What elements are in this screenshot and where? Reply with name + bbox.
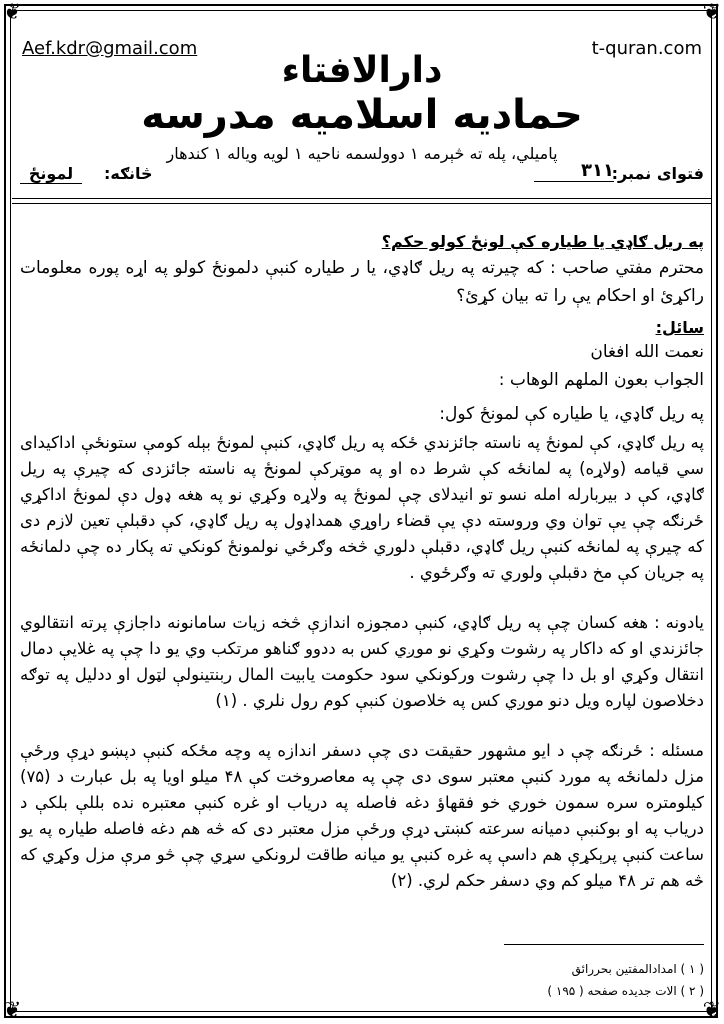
footnote: ( ۱ ) امدادالمفتین بحررائق xyxy=(571,962,704,976)
note-paragraph: یادونه : هغه کسان چې په ریل ګاډي، کنبې دمجوزه اندازې څخه زیات سامانونه داجازې پرته انتقالوي جائزندي او که داکار په رشوت وکړي نو موږي کس به ددوو ګناهو مرتکب وي یو دا چې په غلایې دمال انتقال وکړي او بل دا چې رشوت ورکونکي سود حکومت یابیت المال ربنتینولې لټول او ددلیل په توګه دخلاصون لپاره ویل دنو موږي کس په خلاصون کنبې کوم رول نلري . (۱) xyxy=(20,613,704,710)
ornament-icon: ❦ xyxy=(702,0,721,25)
question-body: محترم مفتي صاحب : که چیرته په ریل ګاډي، یا ر طیاره کنبې دلمونځ کولو په اړه پوره معلومات راکړئ او احکام یې را ته بیان کړئ؟ xyxy=(20,258,704,306)
issue-paragraph: مسئله : ځرنګه چې د ایو مشهور حقیقت دی چې دسفر اندازه په وچه مځکه کنبې دپښو دړې ورځې مزل دلمانځه په مورد کنبې معتبر سوی دی چې په معاصروخت کې ۴۸ میلو اویا په بل عبارت د (۷۵) کیلومتره سره سمون خوري خو فقهاؤ دغه فاصله په دریاب او غره کنبې معتبره نده بللې بلکې د دریاب په او بوکنبې دمیانه سرعته کښتۍ دړې ورځې مزل معتبر دی که څه هم دغه فاصله طیاره په یو ساعت کنبې پرېکړې هم داسې په غره کنبې یو میانه طاقت لرونکي سړي چې څو مرې مزل وکړي که څه هم تر ۴۸ میلو کم وي دسفر حکم لري. (۲) xyxy=(20,741,704,890)
asker-label: سائل: xyxy=(655,318,704,337)
ornament-icon: ❦ xyxy=(3,998,22,1023)
email-link[interactable]: Aef.kdr@gmail.com xyxy=(22,38,198,59)
institution-title: حمادیه اسلامیه مدرسه xyxy=(141,92,583,138)
website-link[interactable]: t-quran.com xyxy=(591,38,702,59)
footnote-divider xyxy=(504,944,704,945)
answer-paragraph: په ریل ګاډي، کې لمونځ په ناسته جائزندي ځکه په ریل ګاډي، کنبې لمونځ بېله کومې ستونځې اداکیدای سي قیامه (ولاړه) په لمانځه کې شرط ده او په موټرکې لمونځ په ناسته جائزدی که چیرې په ریل ګاډي، کې د بیربارله امله نسو تو انیدلای چې لمونځ په ولاړه وکړي نو په هغه ډول دې لمونځ اداکړي ځرنګه چې یې توان وي وروسته دې یې قضاء راوړي همداډول په ریل ګاډي، کې دقبلې تعین لازم دی که چیرې په لمانځه کنبې ریل ګاډي، دقبلې دلوري څخه وګرځي نولمونځ کونکي ته پکار ده چې دلمانځه په جریان کې مخ دقبلې ولوري ته وګرځوي . xyxy=(20,433,704,582)
header-divider xyxy=(12,203,712,204)
fatwa-number-value: ۳۱۱ xyxy=(534,160,614,182)
ornament-icon: ❦ xyxy=(702,998,721,1023)
asker-name: نعمت الله افغان xyxy=(590,342,704,362)
section-label: څانګه: xyxy=(104,164,153,183)
answer-heading: په ریل ګاډي، یا طیاره کې لمونځ کول: xyxy=(439,404,704,424)
question-title: په ریل ګاډي یا طیاره کې لونځ کولو حکم؟ xyxy=(381,232,704,251)
address-line: پامیلي، پله ته څېرمه ۱ دوولسمه ناحیه ۱ لویه ویاله ۱ کندهار xyxy=(166,144,558,163)
footnote: ( ۲ ) الات جدیده صفحه ( ۱۹۵ ) xyxy=(547,984,704,998)
fatwa-number-label: فتوای نمبر: xyxy=(611,164,704,183)
ornament-icon: ❦ xyxy=(3,0,22,25)
section-value: لمونځ xyxy=(20,164,82,184)
answer-opening: الجواب بعون الملهم الوهاب : xyxy=(498,370,704,390)
header-divider xyxy=(12,198,712,199)
institution-subtitle: دارالافتاء xyxy=(281,50,443,91)
